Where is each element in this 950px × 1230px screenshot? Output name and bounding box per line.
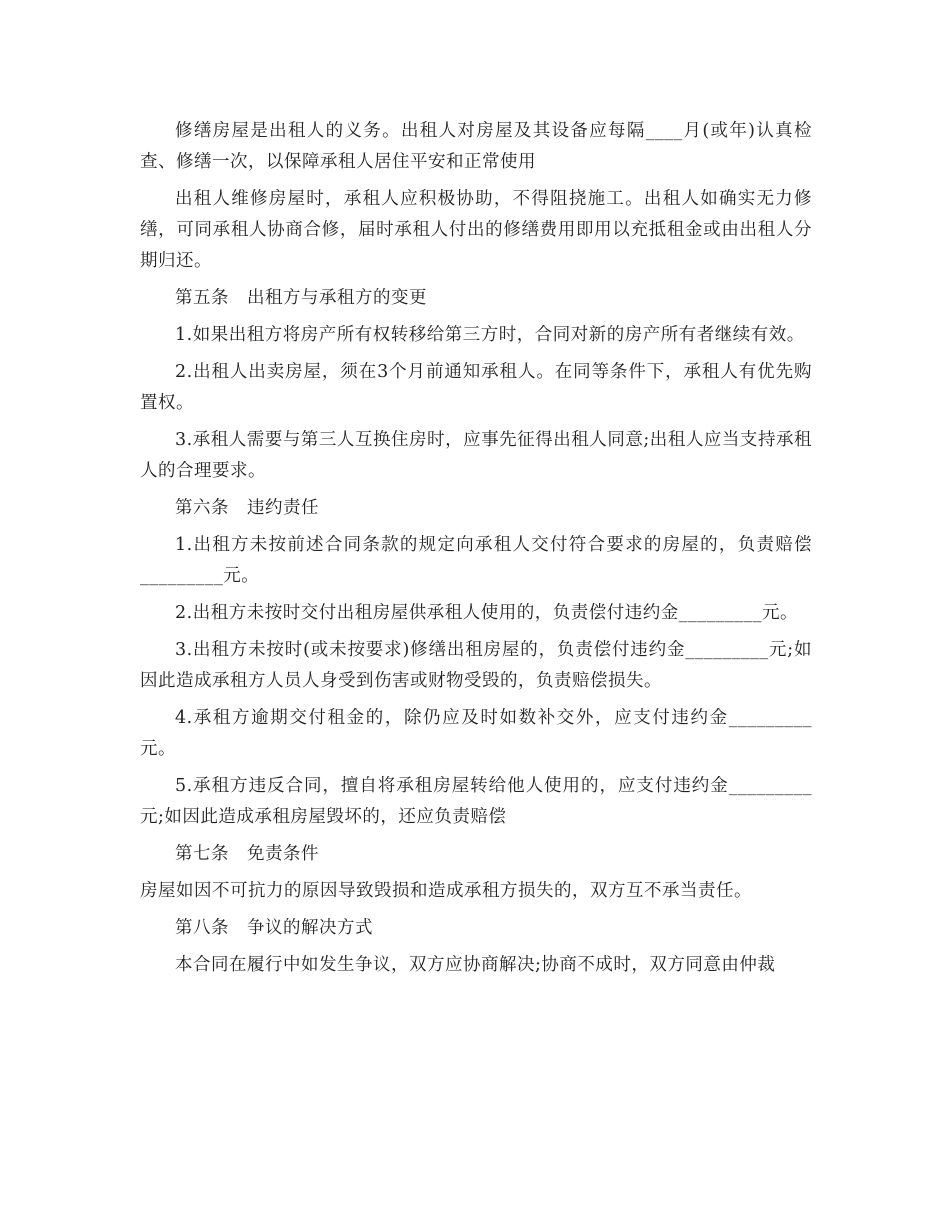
paragraph-repair-cooperation: 出租人维修房屋时，承租人应积极协助，不得阻挠施工。出租人如确实无力修缮，可同承租人协商合修，届时承租人付出的修缮费用即用以充抵租金或由出租人分期归还。 bbox=[140, 189, 812, 271]
article-7-heading: 第七条 免责条件 bbox=[175, 844, 319, 864]
article-5-item-3: 3.承租人需要与第三人互换住房时，应事先征得出租人同意;出租人应当支持承租人的合理要求。 bbox=[140, 430, 812, 481]
article-5-item-1: 1.如果出租方将房产所有权转移给第三方时，合同对新的房产所有者继续有效。 bbox=[175, 325, 805, 345]
document-body bbox=[140, 116, 812, 987]
article-6-item-5: 5.承租方违反合同，擅自将承租房屋转给他人使用的，应支付违约金_________元;如因此造成承租房屋毁坏的，还应负责赔偿 bbox=[140, 776, 812, 827]
article-6-item-1: 1.出租方未按前述合同条款的规定向承租人交付符合要求的房屋的，负责赔偿_________元。 bbox=[140, 535, 812, 586]
paragraph-repair-obligation: 修缮房屋是出租人的义务。出租人对房屋及其设备应每隔____月(或年)认真检查、修缮一次，以保障承租人居住平安和正常使用 bbox=[140, 121, 812, 172]
article-6-item-3: 3.出租方未按时(或未按要求)修缮出租房屋的，负责偿付违约金_________元;如因此造成承租方人员人身受到伤害或财物受毁的，负责赔偿损失。 bbox=[140, 640, 812, 691]
article-7-text: 房屋如因不可抗力的原因导致毁损和造成承租方损失的，双方互不承当责任。 bbox=[140, 881, 752, 901]
article-6-item-2: 2.出租方未按时交付出租房屋供承租人使用的，负责偿付违约金_________元。 bbox=[175, 603, 798, 623]
article-5-heading: 第五条 出租方与承租方的变更 bbox=[175, 288, 427, 308]
article-8-heading: 第八条 争议的解决方式 bbox=[175, 918, 373, 938]
article-5-item-2: 2.出租人出卖房屋，须在3个月前通知承租人。在同等条件下，承租人有优先购置权。 bbox=[140, 362, 812, 413]
article-8-text: 本合同在履行中如发生争议，双方应协商解决;协商不成时，双方同意由仲裁 bbox=[175, 955, 776, 975]
article-6-item-4: 4.承租方逾期交付租金的，除仍应及时如数补交外，应支付违约金_________元。 bbox=[140, 708, 812, 759]
article-6-heading: 第六条 违约责任 bbox=[175, 498, 319, 518]
